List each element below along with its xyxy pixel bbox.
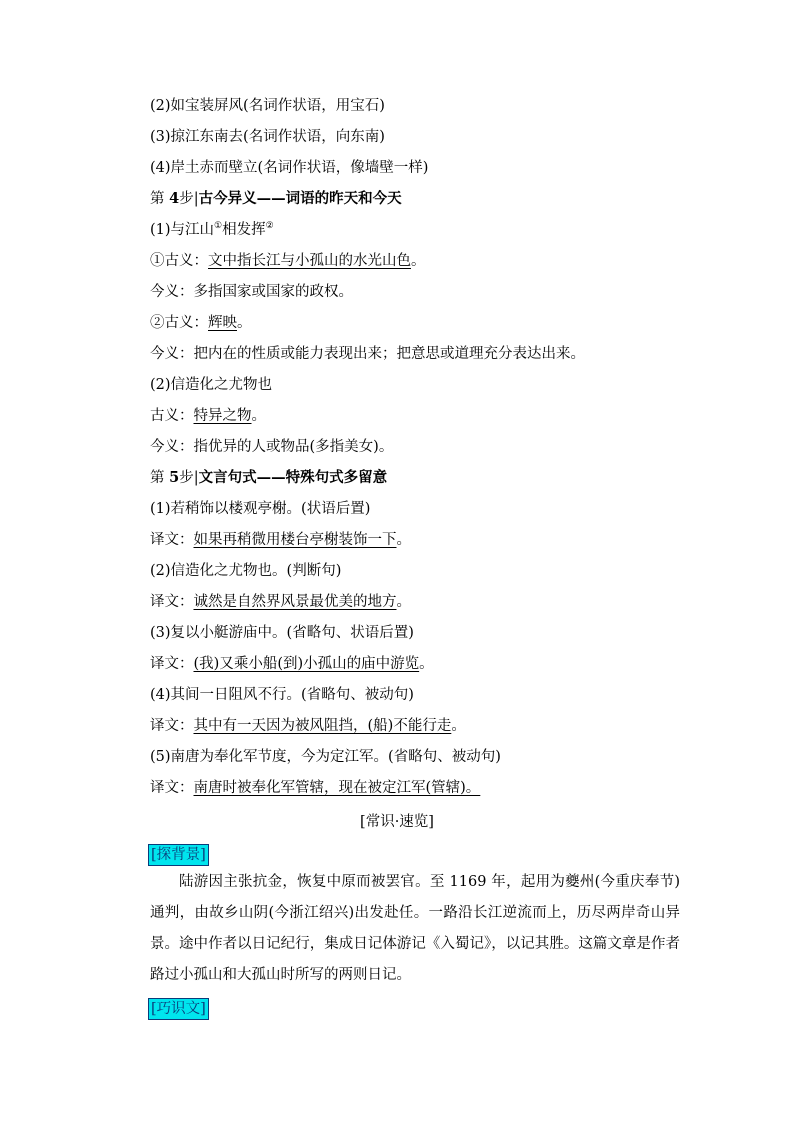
section-tag-text: [巧识文] <box>148 998 209 1020</box>
answer-underlined: 如果再稍微用楼台亭榭装饰一下 <box>193 532 397 548</box>
text-part: 相发挥 <box>222 222 266 238</box>
text-line <box>150 592 411 612</box>
text-line: (2)如宝装屏风(名词作状语，用宝石) <box>150 98 385 114</box>
answer-underlined: 文中指长江与小孤山的水光山色 <box>208 253 411 269</box>
text-line <box>150 251 426 271</box>
label: ②古义： <box>150 315 208 331</box>
answer-underlined: 诚然是自然界风景最优美的地方 <box>193 594 397 610</box>
answer-underlined: 南唐时被奉化军管辖，现在被定江军(管辖)。 <box>193 780 481 796</box>
text-line <box>150 654 434 674</box>
text-line <box>150 220 274 240</box>
section-tag-background: [探背景] <box>148 844 209 866</box>
punct: 。 <box>396 594 411 610</box>
text-line <box>150 406 266 426</box>
step-heading-4 <box>150 189 402 209</box>
answer-underlined: 辉映 <box>208 315 237 331</box>
label: ①古义： <box>150 253 208 269</box>
label: 译文： <box>150 594 194 610</box>
text-line <box>150 313 252 333</box>
text-line: (3)复以小艇游庙中。(省略句、状语后置) <box>150 625 414 641</box>
text-line: (5)南唐为奉化军节度，今为定江军。(省略句、被动句) <box>150 749 501 765</box>
text-line <box>150 778 480 798</box>
text-line: 今义：把内在的性质或能力表现出来；把意思或道理充分表达出来。 <box>150 346 585 362</box>
text-part: (1)与江山 <box>150 222 215 238</box>
text-line: (2)信造化之尤物也 <box>150 377 273 393</box>
text-line: 今义：多指国家或国家的政权。 <box>150 284 353 300</box>
step-number: 5 <box>169 469 180 486</box>
text-line: (1)若稍饰以楼观亭榭。(状语后置) <box>150 501 371 517</box>
step-prefix: 第 <box>150 191 165 207</box>
text-line <box>150 716 466 736</box>
punct: 。 <box>396 532 411 548</box>
label: 译文： <box>150 780 194 796</box>
label: 译文： <box>150 718 194 734</box>
step-mid: 步| <box>179 470 199 486</box>
superscript-marker: ① <box>214 221 223 232</box>
punct: 。 <box>451 718 466 734</box>
step-title: 古今异义——词语的昨天和今天 <box>198 190 402 207</box>
step-number: 4 <box>169 190 180 207</box>
text-line: (2)信造化之尤物也。(判断句) <box>150 563 342 579</box>
background-paragraph: 陆游因主张抗金，恢复中原而被罢官。至 1169 年，起用为夔州(今重庆奉节)通判，由故乡山阴(今浙江绍兴)出发赴任。一路沿长江逆流而上，历尽两岸奇山异景。途中作者以日记纪行，集成日记体游记《入蜀记》，以记其胜。这篇文章是作者路过小孤山和大孤山时所写的两则日记。 <box>150 874 680 983</box>
text-line: (4)岸土赤而壁立(名词作状语，像墙壁一样) <box>150 160 429 176</box>
label: 译文： <box>150 656 194 672</box>
answer-underlined: 其中有一天因为被风阻挡，(船)不能行走 <box>193 718 452 734</box>
step-heading-5 <box>150 468 387 488</box>
punct: 。 <box>237 315 252 331</box>
label: 译文： <box>150 532 194 548</box>
punct: 。 <box>251 408 266 424</box>
text-line: (4)其间一日阻风不行。(省略句、被动句) <box>150 687 414 703</box>
answer-underlined: (我)又乘小船(到)小孤山的庙中游览 <box>193 656 420 672</box>
superscript-marker: ② <box>265 221 274 232</box>
step-mid: 步| <box>179 191 199 207</box>
text-line <box>150 530 411 550</box>
label: 古义： <box>150 408 194 424</box>
punct: 。 <box>419 656 434 672</box>
step-prefix: 第 <box>150 470 165 486</box>
text-line: (3)掠江东南去(名词作状语，向东南) <box>150 129 385 145</box>
text-line: 今义：指优异的人或物品(多指美女)。 <box>150 439 394 455</box>
section-heading: [常识·速览] <box>360 814 434 830</box>
answer-underlined: 特异之物 <box>193 408 252 424</box>
punct: 。 <box>411 253 426 269</box>
step-title: 文言句式——特殊句式多留意 <box>198 469 388 486</box>
